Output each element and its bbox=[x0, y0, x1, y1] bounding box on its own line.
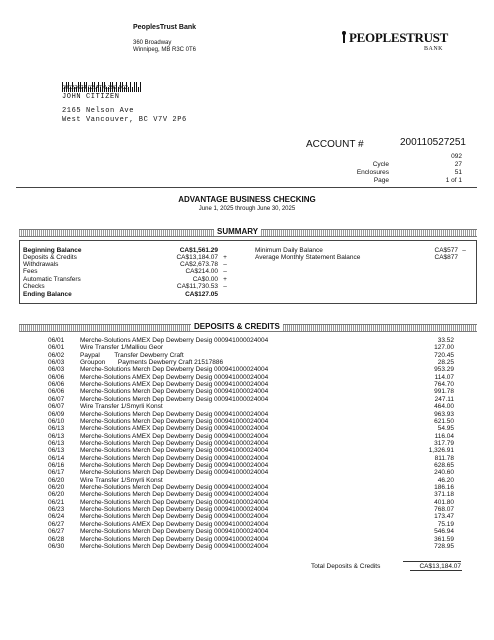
cycle-label: Cycle bbox=[372, 161, 389, 168]
statement-period: June 1, 2025 through June 30, 2025 bbox=[198, 206, 296, 212]
transaction-date: 06/20 bbox=[48, 476, 65, 484]
average-balance-label: Average Monthly Statement Balance bbox=[255, 254, 361, 261]
customer-address-line2: West Vancouver, BC V7V 2P6 bbox=[62, 116, 187, 124]
transaction-date: 06/03 bbox=[48, 366, 65, 374]
transaction-description: Wire Transfer 1/Malliou Geor bbox=[80, 344, 164, 352]
summary-sign: + bbox=[223, 276, 227, 283]
transaction-description: Merche-Solutions Merch Dep Dewberry Desig 000941000024004 bbox=[80, 542, 269, 550]
logo-subtitle: BANK bbox=[423, 46, 443, 52]
cycle-value: 27 bbox=[454, 161, 462, 168]
postal-barcode bbox=[62, 74, 142, 84]
transaction-date: 06/20 bbox=[48, 484, 65, 491]
transaction-date: 06/03 bbox=[48, 359, 65, 367]
transaction-description: Merche-Solutions Merch Dep Dewberry Desig 000941000024004 bbox=[80, 535, 269, 543]
total-deposits-label: Total Deposits & Credits bbox=[311, 563, 381, 570]
transaction-amount: 54.95 bbox=[437, 425, 454, 433]
transaction-amount: 33.52 bbox=[437, 337, 454, 344]
transaction-date: 06/17 bbox=[48, 469, 65, 477]
summary-label: Beginning Balance bbox=[23, 247, 82, 254]
summary-value: CA$2,673.78 bbox=[180, 261, 218, 268]
transaction-description: Merche-Solutions Merch Dep Dewberry Desig 000941000024004 bbox=[80, 439, 269, 447]
transaction-date: 06/30 bbox=[48, 542, 65, 550]
summary-label: Checks bbox=[23, 283, 45, 290]
minimum-daily-balance-sign: – bbox=[462, 247, 466, 254]
transaction-date: 06/09 bbox=[48, 410, 65, 418]
transaction-date: 06/21 bbox=[48, 498, 65, 506]
transaction-amount: 764.70 bbox=[434, 381, 454, 389]
transaction-date: 06/24 bbox=[48, 513, 65, 521]
transaction-description: Merche-Solutions Merch Dep Dewberry Desig 000941000024004 bbox=[80, 388, 269, 396]
transaction-amount: 114.07 bbox=[434, 373, 454, 381]
summary-label: Ending Balance bbox=[23, 291, 72, 298]
transaction-amount: 1,326.91 bbox=[428, 447, 454, 455]
mailing-code: 00022674 02 AT 0.399 002 bbox=[62, 85, 128, 91]
transaction-date: 06/13 bbox=[48, 425, 65, 433]
transaction-description: Paypal Transfer Dewberry Craft bbox=[80, 351, 184, 359]
transaction-description: Merche-Solutions Merch Dep Dewberry Desig 000941000024004 bbox=[80, 454, 269, 462]
transaction-amount: 173.47 bbox=[434, 513, 454, 521]
transaction-date: 06/10 bbox=[48, 417, 65, 425]
transaction-description: Merche-Solutions Merch Dep Dewberry Desig 000941000024004 bbox=[80, 395, 269, 403]
transaction-date: 06/14 bbox=[48, 454, 65, 462]
transaction-description: Merche-Solutions Merch Dep Dewberry Desig 000941000024004 bbox=[80, 498, 269, 506]
enclosures-label: Enclosures bbox=[356, 169, 389, 176]
transaction-description: Merche-Solutions Merch Dep Dewberry Desig 000941000024004 bbox=[80, 410, 269, 418]
transaction-description: Merche-Solutions Merch Dep Dewberry Desig 000941000024004 bbox=[80, 506, 269, 513]
summary-value: CA$11,730.53 bbox=[176, 283, 218, 290]
transaction-amount: 953.29 bbox=[434, 366, 454, 374]
summary-value: CA$214.00 bbox=[185, 268, 218, 275]
summary-value: CA$1,561.29 bbox=[179, 247, 218, 254]
summary-sign: – bbox=[223, 261, 227, 268]
transaction-amount: 28.25 bbox=[437, 359, 454, 367]
transaction-amount: 116.04 bbox=[434, 432, 454, 440]
transaction-amount: 371.18 bbox=[434, 491, 454, 499]
transaction-date: 06/06 bbox=[48, 388, 65, 396]
transaction-date: 06/23 bbox=[48, 506, 65, 513]
transaction-amount: 317.79 bbox=[434, 439, 454, 447]
customer-name: JOHN CITIZEN bbox=[62, 93, 120, 101]
torch-icon bbox=[341, 31, 347, 43]
summary-box bbox=[19, 240, 477, 304]
transaction-description: Merche-Solutions AMEX Dep Dewberry Desig 000941000024004 bbox=[80, 425, 269, 433]
summary-label: Withdrawals bbox=[23, 261, 59, 268]
transaction-amount: 247.11 bbox=[434, 395, 454, 403]
customer-address-line1: 2165 Nelson Ave bbox=[62, 107, 135, 115]
transaction-description: Merche-Solutions AMEX Dep Dewberry Desig 000941000024004 bbox=[80, 373, 269, 381]
logo-wordmark: PEOPLESTRUST bbox=[349, 30, 448, 45]
transaction-description: Merche-Solutions Merch Dep Dewberry Desig 000941000024004 bbox=[80, 461, 269, 469]
transaction-date: 06/27 bbox=[48, 520, 65, 528]
transaction-amount: 127.00 bbox=[434, 344, 454, 352]
header-divider bbox=[16, 187, 477, 188]
enclosures-value: 51 bbox=[454, 169, 462, 176]
transaction-date: 06/01 bbox=[48, 344, 65, 352]
summary-label: Automatic Transfers bbox=[23, 276, 81, 283]
transaction-date: 06/27 bbox=[48, 528, 65, 536]
transaction-amount: 546.94 bbox=[434, 528, 454, 536]
transaction-amount: 728.95 bbox=[434, 542, 454, 550]
transaction-date: 06/07 bbox=[48, 403, 65, 411]
summary-sign: – bbox=[223, 283, 227, 290]
transaction-description: Groupon Payments Dewberry Craft 21517886 bbox=[80, 359, 224, 367]
transaction-description: Merche-Solutions Merch Dep Dewberry Desig 000941000024004 bbox=[80, 469, 269, 477]
transaction-description: Merche-Solutions Merch Dep Dewberry Desig 000941000024004 bbox=[80, 491, 269, 499]
transaction-date: 06/16 bbox=[48, 461, 65, 469]
transaction-description: Merche-Solutions Merch Dep Dewberry Desig 000941000024004 bbox=[80, 366, 269, 374]
transaction-amount: 46.20 bbox=[437, 476, 454, 484]
transaction-amount: 621.50 bbox=[434, 417, 454, 425]
transaction-date: 06/13 bbox=[48, 447, 65, 455]
transaction-amount: 991.78 bbox=[434, 388, 454, 396]
minimum-daily-balance-label: Minimum Daily Balance bbox=[255, 247, 323, 254]
transaction-date: 06/01 bbox=[48, 337, 65, 344]
transaction-date: 06/13 bbox=[48, 439, 65, 447]
transaction-amount: 401.80 bbox=[434, 498, 454, 506]
transaction-description: Merche-Solutions AMEX Dep Dewberry Desig 000941000024004 bbox=[80, 381, 269, 389]
transaction-date: 06/02 bbox=[48, 351, 65, 359]
transaction-description: Merche-Solutions Merch Dep Dewberry Desig 000941000024004 bbox=[80, 447, 269, 455]
account-number: 200110527251 bbox=[400, 137, 466, 148]
transaction-amount: 361.59 bbox=[434, 535, 454, 543]
account-label: ACCOUNT # bbox=[306, 139, 364, 150]
transaction-description: Merche-Solutions Merch Dep Dewberry Desig 000941000024004 bbox=[80, 513, 269, 521]
account-code: 092 bbox=[451, 153, 462, 160]
transaction-description: Merche-Solutions AMEX Dep Dewberry Desig 000941000024004 bbox=[80, 337, 269, 344]
transaction-amount: 720.45 bbox=[434, 351, 454, 359]
total-deposits-value: CA$13,184.07 bbox=[419, 563, 461, 570]
transaction-amount: 963.93 bbox=[434, 410, 454, 418]
transaction-description: Merche-Solutions Merch Dep Dewberry Desig 000941000024004 bbox=[80, 484, 269, 491]
transaction-description: Merche-Solutions AMEX Dep Dewberry Desig 000941000024004 bbox=[80, 520, 269, 528]
page-label: Page bbox=[373, 177, 389, 184]
deposits-heading: DEPOSITS & CREDITS bbox=[191, 322, 283, 331]
bank-address-line1: 360 Broadway bbox=[133, 40, 172, 46]
transaction-description: Merche-Solutions AMEX Dep Dewberry Desig 000941000024004 bbox=[80, 432, 269, 440]
summary-sign: – bbox=[223, 268, 227, 275]
transaction-description: Merche-Solutions Merch Dep Dewberry Desig 000941000024004 bbox=[80, 528, 269, 536]
total-rule bbox=[403, 561, 461, 562]
average-balance-value: CA$877 bbox=[434, 254, 458, 261]
summary-label: Deposits & Credits bbox=[23, 254, 77, 261]
transaction-date: 06/20 bbox=[48, 491, 65, 499]
summary-label: Fees bbox=[23, 268, 38, 275]
transaction-amount: 811.78 bbox=[434, 454, 454, 462]
transaction-description: Wire Transfer 1/Smyrli Konst bbox=[80, 403, 163, 411]
summary-value: CA$127.05 bbox=[185, 291, 218, 298]
total-double-underline bbox=[410, 570, 462, 571]
summary-value: CA$0.00 bbox=[192, 276, 218, 283]
transaction-amount: 768.07 bbox=[434, 506, 454, 513]
summary-value: CA$13,184.07 bbox=[176, 254, 218, 261]
minimum-daily-balance-value: CA$577 bbox=[434, 247, 458, 254]
transaction-amount: 240.60 bbox=[434, 469, 454, 477]
summary-heading: SUMMARY bbox=[214, 227, 261, 236]
statement-title: ADVANTAGE BUSINESS CHECKING bbox=[178, 195, 316, 204]
transaction-date: 06/07 bbox=[48, 395, 65, 403]
transaction-date: 06/13 bbox=[48, 432, 65, 440]
transaction-date: 06/06 bbox=[48, 373, 65, 381]
transaction-amount: 186.16 bbox=[434, 484, 454, 491]
transaction-amount: 464.00 bbox=[434, 403, 454, 411]
transaction-description: Merche-Solutions Merch Dep Dewberry Desig 000941000024004 bbox=[80, 417, 269, 425]
transaction-description: Wire Transfer 1/Smyrli Konst bbox=[80, 476, 163, 484]
transaction-amount: 628.65 bbox=[434, 461, 454, 469]
transaction-date: 06/28 bbox=[48, 535, 65, 543]
transaction-date: 06/06 bbox=[48, 381, 65, 389]
bank-name: PeoplesTrust Bank bbox=[133, 24, 197, 31]
bank-address-line2: Winnipeg, MB R3C 0T6 bbox=[133, 47, 197, 53]
page-value: 1 of 1 bbox=[445, 177, 462, 184]
bank-logo bbox=[339, 28, 449, 60]
transaction-amount: 75.19 bbox=[437, 520, 454, 528]
summary-sign: + bbox=[223, 254, 227, 261]
